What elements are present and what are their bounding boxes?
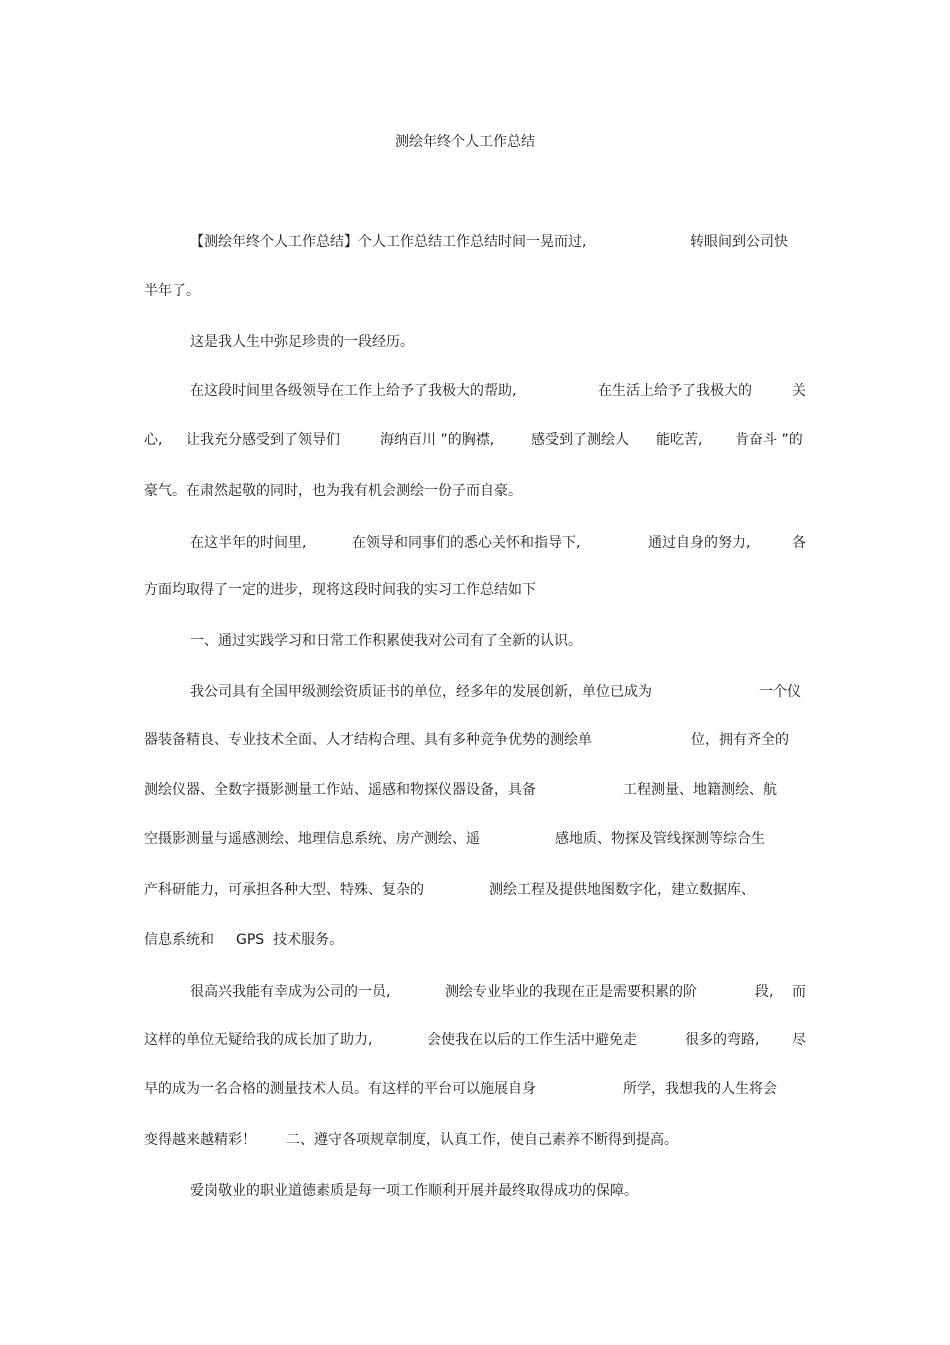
text-segment: 会使我在以后的工作生活中避免走 <box>427 1032 637 1048</box>
text-segment: 所学，我想我的人生将会 <box>623 1081 777 1097</box>
text-segment: 能吃苦, <box>656 432 703 448</box>
text-segment: 测绘仪器、全数字摄影测量工作站、遥感和物探仪器设备，具备 <box>144 782 536 798</box>
text-segment: 通过自身的努力, <box>648 535 751 551</box>
text-segment: 关 <box>792 383 806 399</box>
text-segment: 转眼间到公司快 <box>690 234 788 250</box>
text-segment: 感地质、物探及管线探测等综合生 <box>555 831 765 847</box>
text-segment: 感受到了测绘人 <box>531 432 629 448</box>
text-segment: 段, <box>755 984 774 1000</box>
text-segment: 在生活上给予了我极大的 <box>598 383 752 399</box>
text-segment: 半年了。 <box>144 283 200 299</box>
text-segment: 早的成为一名合格的测量技术人员。有这样的平台可以施展自身 <box>144 1081 536 1097</box>
text-segment: 器装备精良、专业技术全面、人才结构合理、具有多种竞争优势的测绘单 <box>144 732 592 748</box>
text-segment: 产科研能力，可承担各种大型、特殊、复杂的 <box>144 882 424 898</box>
text-segment: 很高兴我能有幸成为公司的一员, <box>190 984 391 1000</box>
text-segment: 空摄影测量与遥感测绘、地理信息系统、房产测绘、遥 <box>144 831 480 847</box>
text-segment: 让我充分感受到了领导们 <box>186 432 340 448</box>
text-segment: 这是我人生中弥足珍贵的一段经历。 <box>190 334 414 350</box>
text-segment: 在这段时间里各级领导在工作上给予了我极大的帮助, <box>190 383 517 399</box>
text-segment: 尽 <box>792 1032 806 1048</box>
text-segment: 一、通过实践学习和日常工作积累使我对公司有了全新的认识。 <box>190 633 582 649</box>
text-segment: GPS 技术服务。 <box>236 932 344 948</box>
text-segment: 测绘工程及提供地图数字化，建立数据库、 <box>489 882 755 898</box>
text-segment: 测绘专业毕业的我现在正是需要积累的阶 <box>445 984 697 1000</box>
text-segment: 肯奋斗 ”的 <box>735 432 803 448</box>
text-segment: 心, <box>144 432 163 448</box>
text-segment: 海纳百川 ”的胸襟, <box>380 432 495 448</box>
text-segment: 而 <box>792 984 806 1000</box>
text-segment: 二、遵守各项规章制度，认真工作，使自己素养不断得到提高。 <box>286 1132 678 1148</box>
text-segment: 很多的弯路, <box>685 1032 760 1048</box>
text-segment: 【测绘年终个人工作总结】个人工作总结工作总结时间一晃而过, <box>190 234 587 250</box>
text-segment: 工程测量、地籍测绘、航 <box>623 782 777 798</box>
text-segment: 爱岗敬业的职业道德素质是每一项工作顺利开展并最终取得成功的保障。 <box>190 1183 638 1199</box>
text-segment: 各 <box>792 535 806 551</box>
text-segment: 方面均取得了一定的进步，现将这段时间我的实习工作总结如下 <box>144 582 536 598</box>
text-segment: 豪气。在肃然起敬的同时，也为我有机会测绘一份子而自豪。 <box>144 483 522 499</box>
text-segment: 信息系统和 <box>144 932 214 948</box>
text-segment: 我公司具有全国甲级测绘资质证书的单位，经多年的发展创新，单位已成为 <box>190 684 652 700</box>
text-segment: 一个仪 <box>759 684 801 700</box>
text-segment: 在这半年的时间里, <box>190 535 307 551</box>
text-segment: 变得越来越精彩！ <box>144 1132 256 1148</box>
document-title: 测绘年终个人工作总结 <box>395 134 535 150</box>
text-segment: 在领导和同事们的悉心关怀和指导下, <box>352 535 581 551</box>
text-segment: 这样的单位无疑给我的成长加了助力, <box>144 1032 373 1048</box>
text-segment: 位，拥有齐全的 <box>691 732 789 748</box>
